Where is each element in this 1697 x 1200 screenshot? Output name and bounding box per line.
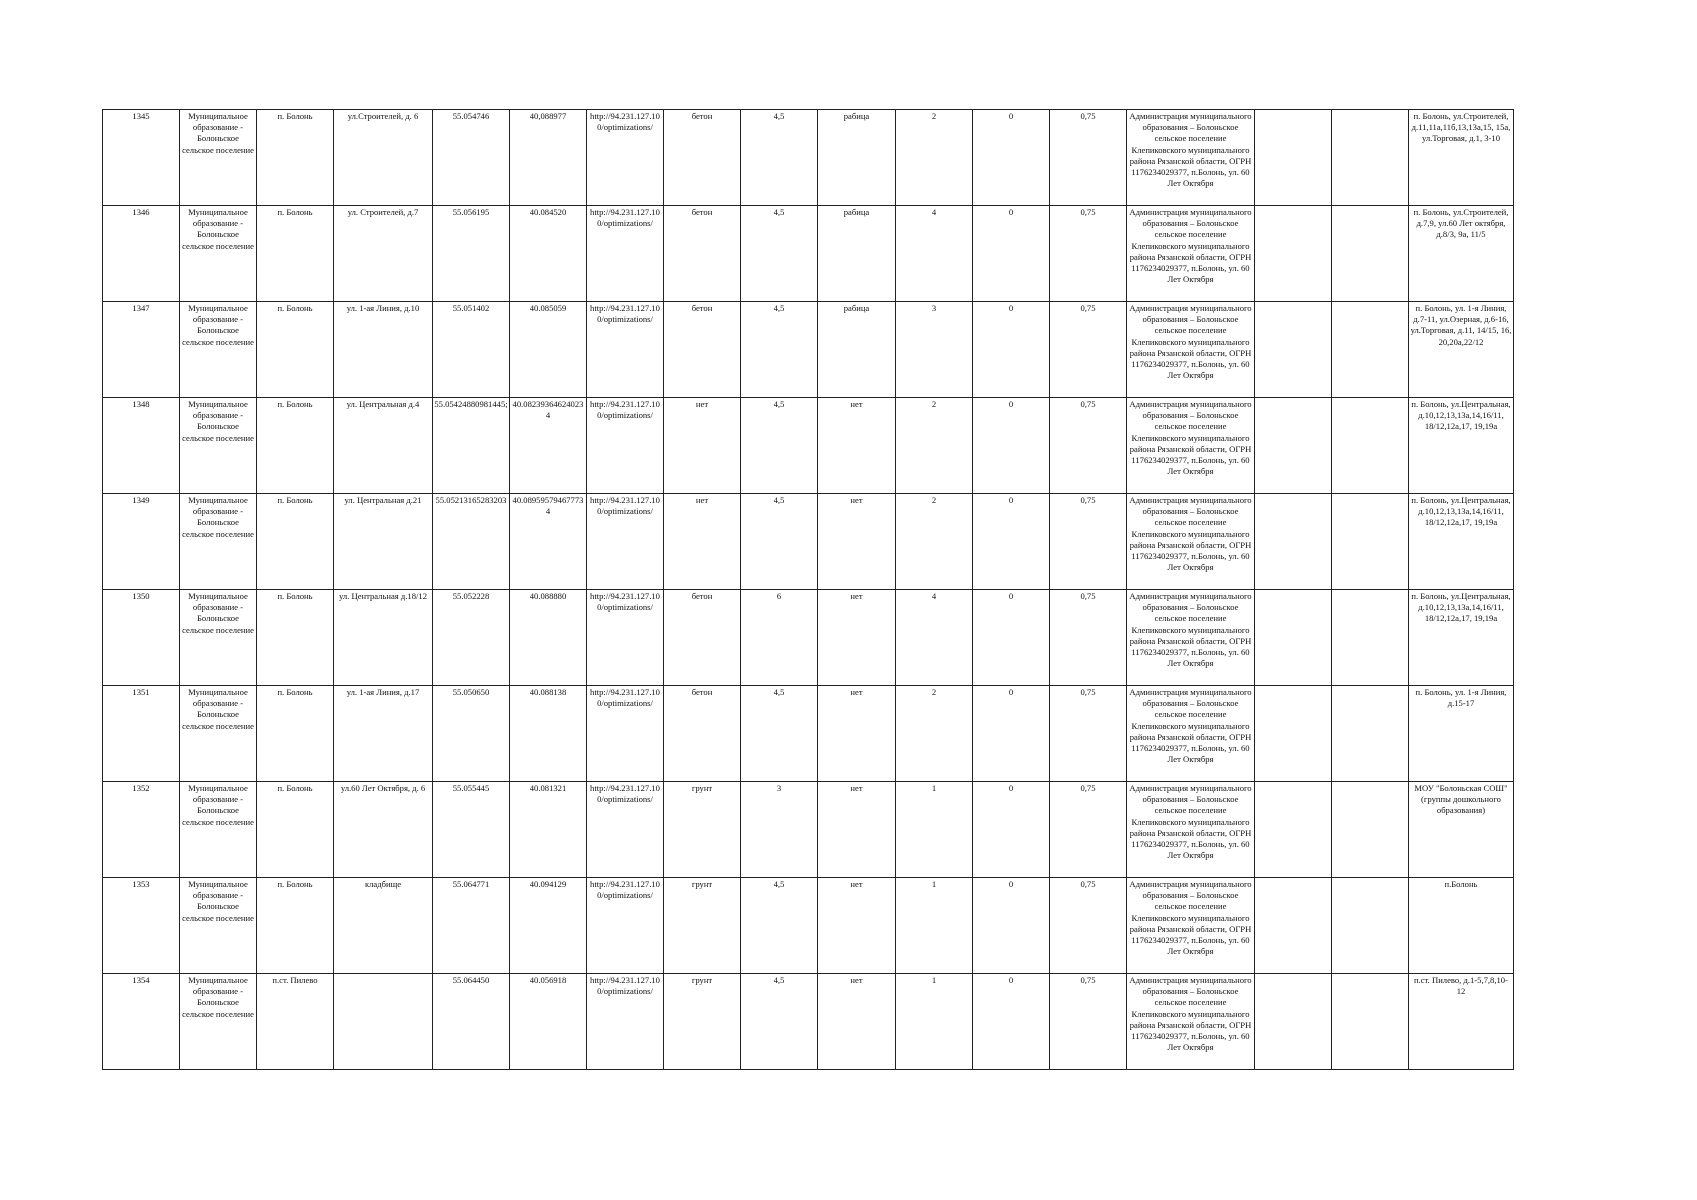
container-count-cell: 4 — [896, 590, 973, 686]
col12-cell: 0 — [973, 302, 1050, 398]
fence-cell: рабица — [818, 110, 896, 206]
longitude-cell: 40.082393646240234 — [510, 398, 587, 494]
latitude-cell: 55.055445 — [433, 782, 510, 878]
map-link-cell: http://94.231.127.100/optimizations/ — [587, 782, 664, 878]
fence-cell: нет — [818, 590, 896, 686]
area-cell: 4,5 — [741, 686, 818, 782]
address-cell: ул. Центральная д.4 — [334, 398, 433, 494]
table-row — [103, 206, 1514, 302]
owner-cell: Администрация муниципального образования – Болоньское сельское поселение Клепиковского муниципального района Рязанской области, ОГРН 1176234029377, п.Болонь, ул. 60 Лет Октября — [1127, 686, 1255, 782]
municipality-cell: Муниципальное образование - Болоньское сельское поселение — [180, 302, 257, 398]
owner-cell: Администрация муниципального образования – Болоньское сельское поселение Клепиковского муниципального района Рязанской области, ОГРН 1176234029377, п.Болонь, ул. 60 Лет Октября — [1127, 398, 1255, 494]
map-link-cell: http://94.231.127.100/optimizations/ — [587, 974, 664, 1070]
surface-cell: бетон — [664, 110, 741, 206]
col12-cell: 0 — [973, 878, 1050, 974]
longitude-cell: 40.056918 — [510, 974, 587, 1070]
container-volume-cell: 0,75 — [1050, 686, 1127, 782]
map-link-cell: http://94.231.127.100/optimizations/ — [587, 398, 664, 494]
area-cell: 4,5 — [741, 398, 818, 494]
waste-sources-cell: п. Болонь, ул.Центральная, д.10,12,13,13а,14,16/11, 18/12,12а,17, 19,19а — [1409, 398, 1514, 494]
col15-cell — [1255, 110, 1332, 206]
row-number: 1350 — [103, 590, 180, 686]
container-count-cell: 3 — [896, 302, 973, 398]
container-count-cell: 4 — [896, 206, 973, 302]
fence-cell: нет — [818, 398, 896, 494]
row-number: 1345 — [103, 110, 180, 206]
table-row — [103, 302, 1514, 398]
waste-sources-cell: п. Болонь, ул.Центральная, д.10,12,13,13а,14,16/11, 18/12,12а,17, 19,19а — [1409, 590, 1514, 686]
col12-cell: 0 — [973, 974, 1050, 1070]
surface-cell: нет — [664, 494, 741, 590]
col15-cell — [1255, 782, 1332, 878]
row-number: 1347 — [103, 302, 180, 398]
container-volume-cell: 0,75 — [1050, 494, 1127, 590]
locality-cell: п. Болонь — [257, 206, 334, 302]
latitude-cell: 55.056195 — [433, 206, 510, 302]
fence-cell: нет — [818, 782, 896, 878]
fence-cell: рабица — [818, 302, 896, 398]
locality-cell: п. Болонь — [257, 110, 334, 206]
owner-cell: Администрация муниципального образования – Болоньское сельское поселение Клепиковского муниципального района Рязанской области, ОГРН 1176234029377, п.Болонь, ул. 60 Лет Октября — [1127, 494, 1255, 590]
area-cell: 4,5 — [741, 878, 818, 974]
col15-cell — [1255, 302, 1332, 398]
table-row — [103, 686, 1514, 782]
longitude-cell: 40.081321 — [510, 782, 587, 878]
owner-cell: Администрация муниципального образования – Болоньское сельское поселение Клепиковского муниципального района Рязанской области, ОГРН 1176234029377, п.Болонь, ул. 60 Лет Октября — [1127, 974, 1255, 1070]
locality-cell: п. Болонь — [257, 302, 334, 398]
table-row — [103, 398, 1514, 494]
col16-cell — [1332, 110, 1409, 206]
map-link-cell: http://94.231.127.100/optimizations/ — [587, 686, 664, 782]
table-row — [103, 494, 1514, 590]
municipality-cell: Муниципальное образование - Болоньское сельское поселение — [180, 590, 257, 686]
surface-cell: бетон — [664, 686, 741, 782]
longitude-cell: 40.088138 — [510, 686, 587, 782]
col16-cell — [1332, 206, 1409, 302]
container-count-cell: 2 — [896, 398, 973, 494]
municipality-cell: Муниципальное образование - Болоньское сельское поселение — [180, 494, 257, 590]
row-number: 1348 — [103, 398, 180, 494]
registry-body — [103, 110, 1514, 1070]
municipality-cell: Муниципальное образование - Болоньское сельское поселение — [180, 878, 257, 974]
col12-cell: 0 — [973, 206, 1050, 302]
table-row — [103, 782, 1514, 878]
col12-cell: 0 — [973, 110, 1050, 206]
waste-sources-cell: п. Болонь, ул. 1-я Линия, д.7-11, ул.Озерная, д.6-16, ул.Торговая, д.11, 14/15, 16, 20,20а,22/12 — [1409, 302, 1514, 398]
owner-cell: Администрация муниципального образования – Болоньское сельское поселение Клепиковского муниципального района Рязанской области, ОГРН 1176234029377, п.Болонь, ул. 60 Лет Октября — [1127, 110, 1255, 206]
waste-sources-cell: п. Болонь, ул.Центральная, д.10,12,13,13а,14,16/11, 18/12,12а,17, 19,19а — [1409, 494, 1514, 590]
col15-cell — [1255, 206, 1332, 302]
waste-sources-cell: п.ст. Пилево, д.1-5,7,8,10-12 — [1409, 974, 1514, 1070]
row-number: 1353 — [103, 878, 180, 974]
latitude-cell: 55.050650 — [433, 686, 510, 782]
surface-cell: грунт — [664, 782, 741, 878]
surface-cell: бетон — [664, 302, 741, 398]
container-volume-cell: 0,75 — [1050, 590, 1127, 686]
address-cell: ул. Центральная д.18/12 — [334, 590, 433, 686]
waste-sources-cell: п. Болонь, ул. 1-я Линия, д.15-17 — [1409, 686, 1514, 782]
surface-cell: грунт — [664, 878, 741, 974]
address-cell: ул. 1-ая Линия, д.10 — [334, 302, 433, 398]
col12-cell: 0 — [973, 494, 1050, 590]
owner-cell: Администрация муниципального образования – Болоньское сельское поселение Клепиковского муниципального района Рязанской области, ОГРН 1176234029377, п.Болонь, ул. 60 Лет Октября — [1127, 878, 1255, 974]
surface-cell: бетон — [664, 590, 741, 686]
owner-cell: Администрация муниципального образования – Болоньское сельское поселение Клепиковского муниципального района Рязанской области, ОГРН 1176234029377, п.Болонь, ул. 60 Лет Октября — [1127, 782, 1255, 878]
address-cell: ул. 1-ая Линия, д.17 — [334, 686, 433, 782]
latitude-cell: 55.05424880981445; — [433, 398, 510, 494]
owner-cell: Администрация муниципального образования – Болоньское сельское поселение Клепиковского муниципального района Рязанской области, ОГРН 1176234029377, п.Болонь, ул. 60 Лет Октября — [1127, 590, 1255, 686]
fence-cell: нет — [818, 686, 896, 782]
longitude-cell: 40,088977 — [510, 110, 587, 206]
latitude-cell: 55.052228 — [433, 590, 510, 686]
container-volume-cell: 0,75 — [1050, 110, 1127, 206]
address-cell — [334, 974, 433, 1070]
area-cell: 4,5 — [741, 206, 818, 302]
surface-cell: нет — [664, 398, 741, 494]
area-cell: 4,5 — [741, 494, 818, 590]
owner-cell: Администрация муниципального образования – Болоньское сельское поселение Клепиковского муниципального района Рязанской области, ОГРН 1176234029377, п.Болонь, ул. 60 Лет Октября — [1127, 206, 1255, 302]
container-volume-cell: 0,75 — [1050, 302, 1127, 398]
locality-cell: п.ст. Пилево — [257, 974, 334, 1070]
row-number: 1352 — [103, 782, 180, 878]
col16-cell — [1332, 398, 1409, 494]
container-count-cell: 2 — [896, 494, 973, 590]
col12-cell: 0 — [973, 782, 1050, 878]
locality-cell: п. Болонь — [257, 878, 334, 974]
row-number: 1351 — [103, 686, 180, 782]
fence-cell: рабица — [818, 206, 896, 302]
address-cell: ул.Строителей, д. 6 — [334, 110, 433, 206]
container-volume-cell: 0,75 — [1050, 878, 1127, 974]
longitude-cell: 40.088880 — [510, 590, 587, 686]
latitude-cell: 55.064771 — [433, 878, 510, 974]
waste-sources-cell: п.Болонь — [1409, 878, 1514, 974]
longitude-cell: 40.084520 — [510, 206, 587, 302]
municipality-cell: Муниципальное образование - Болоньское сельское поселение — [180, 206, 257, 302]
locality-cell: п. Болонь — [257, 494, 334, 590]
owner-cell: Администрация муниципального образования – Болоньское сельское поселение Клепиковского муниципального района Рязанской области, ОГРН 1176234029377, п.Болонь, ул. 60 Лет Октября — [1127, 302, 1255, 398]
col15-cell — [1255, 590, 1332, 686]
container-count-cell: 1 — [896, 878, 973, 974]
area-cell: 4,5 — [741, 302, 818, 398]
table-row — [103, 974, 1514, 1070]
map-link-cell: http://94.231.127.100/optimizations/ — [587, 494, 664, 590]
latitude-cell: 55.051402 — [433, 302, 510, 398]
col16-cell — [1332, 590, 1409, 686]
surface-cell: грунт — [664, 974, 741, 1070]
col12-cell: 0 — [973, 686, 1050, 782]
address-cell: кладбище — [334, 878, 433, 974]
longitude-cell: 40.094129 — [510, 878, 587, 974]
area-cell: 6 — [741, 590, 818, 686]
col15-cell — [1255, 686, 1332, 782]
row-number: 1346 — [103, 206, 180, 302]
waste-sources-cell: п. Болонь, ул.Строителей, д.7,9, ул.60 Лет октября, д.8/3, 9а, 11/5 — [1409, 206, 1514, 302]
map-link-cell: http://94.231.127.100/optimizations/ — [587, 206, 664, 302]
latitude-cell: 55.064450 — [433, 974, 510, 1070]
fence-cell: нет — [818, 878, 896, 974]
col16-cell — [1332, 878, 1409, 974]
row-number: 1349 — [103, 494, 180, 590]
col16-cell — [1332, 494, 1409, 590]
address-cell: ул. Центральная д.21 — [334, 494, 433, 590]
col15-cell — [1255, 974, 1332, 1070]
container-count-cell: 2 — [896, 686, 973, 782]
col12-cell: 0 — [973, 590, 1050, 686]
map-link-cell: http://94.231.127.100/optimizations/ — [587, 302, 664, 398]
municipality-cell: Муниципальное образование - Болоньское сельское поселение — [180, 110, 257, 206]
address-cell: ул.60 Лет Октября, д. 6 — [334, 782, 433, 878]
container-volume-cell: 0,75 — [1050, 398, 1127, 494]
map-link-cell: http://94.231.127.100/optimizations/ — [587, 110, 664, 206]
area-cell: 4,5 — [741, 110, 818, 206]
col12-cell: 0 — [973, 398, 1050, 494]
address-cell: ул. Строителей, д.7 — [334, 206, 433, 302]
container-count-cell: 1 — [896, 782, 973, 878]
col15-cell — [1255, 494, 1332, 590]
table-row — [103, 110, 1514, 206]
locality-cell: п. Болонь — [257, 782, 334, 878]
container-volume-cell: 0,75 — [1050, 206, 1127, 302]
col15-cell — [1255, 878, 1332, 974]
locality-cell: п. Болонь — [257, 686, 334, 782]
col16-cell — [1332, 974, 1409, 1070]
municipality-cell: Муниципальное образование - Болоньское сельское поселение — [180, 686, 257, 782]
latitude-cell: 55.05213165283203 — [433, 494, 510, 590]
container-count-cell: 2 — [896, 110, 973, 206]
container-volume-cell: 0,75 — [1050, 974, 1127, 1070]
fence-cell: нет — [818, 974, 896, 1070]
waste-sources-cell: МОУ "Болоньская СОШ" (группы дошкольного образования) — [1409, 782, 1514, 878]
latitude-cell: 55.054746 — [433, 110, 510, 206]
municipality-cell: Муниципальное образование - Болоньское сельское поселение — [180, 974, 257, 1070]
col16-cell — [1332, 782, 1409, 878]
surface-cell: бетон — [664, 206, 741, 302]
table-row — [103, 590, 1514, 686]
container-count-cell: 1 — [896, 974, 973, 1070]
longitude-cell: 40.089595794677734 — [510, 494, 587, 590]
table-row — [103, 878, 1514, 974]
registry-table — [102, 109, 1514, 1070]
locality-cell: п. Болонь — [257, 398, 334, 494]
longitude-cell: 40.085059 — [510, 302, 587, 398]
map-link-cell: http://94.231.127.100/optimizations/ — [587, 878, 664, 974]
fence-cell: нет — [818, 494, 896, 590]
col15-cell — [1255, 398, 1332, 494]
municipality-cell: Муниципальное образование - Болоньское сельское поселение — [180, 398, 257, 494]
waste-sources-cell: п. Болонь, ул.Строителей, д.11,11а,11б,13,13а,15, 15а, ул.Торговая, д.1, 3-10 — [1409, 110, 1514, 206]
area-cell: 3 — [741, 782, 818, 878]
container-volume-cell: 0,75 — [1050, 782, 1127, 878]
municipality-cell: Муниципальное образование - Болоньское сельское поселение — [180, 782, 257, 878]
row-number: 1354 — [103, 974, 180, 1070]
col16-cell — [1332, 686, 1409, 782]
area-cell: 4,5 — [741, 974, 818, 1070]
col16-cell — [1332, 302, 1409, 398]
map-link-cell: http://94.231.127.100/optimizations/ — [587, 590, 664, 686]
locality-cell: п. Болонь — [257, 590, 334, 686]
